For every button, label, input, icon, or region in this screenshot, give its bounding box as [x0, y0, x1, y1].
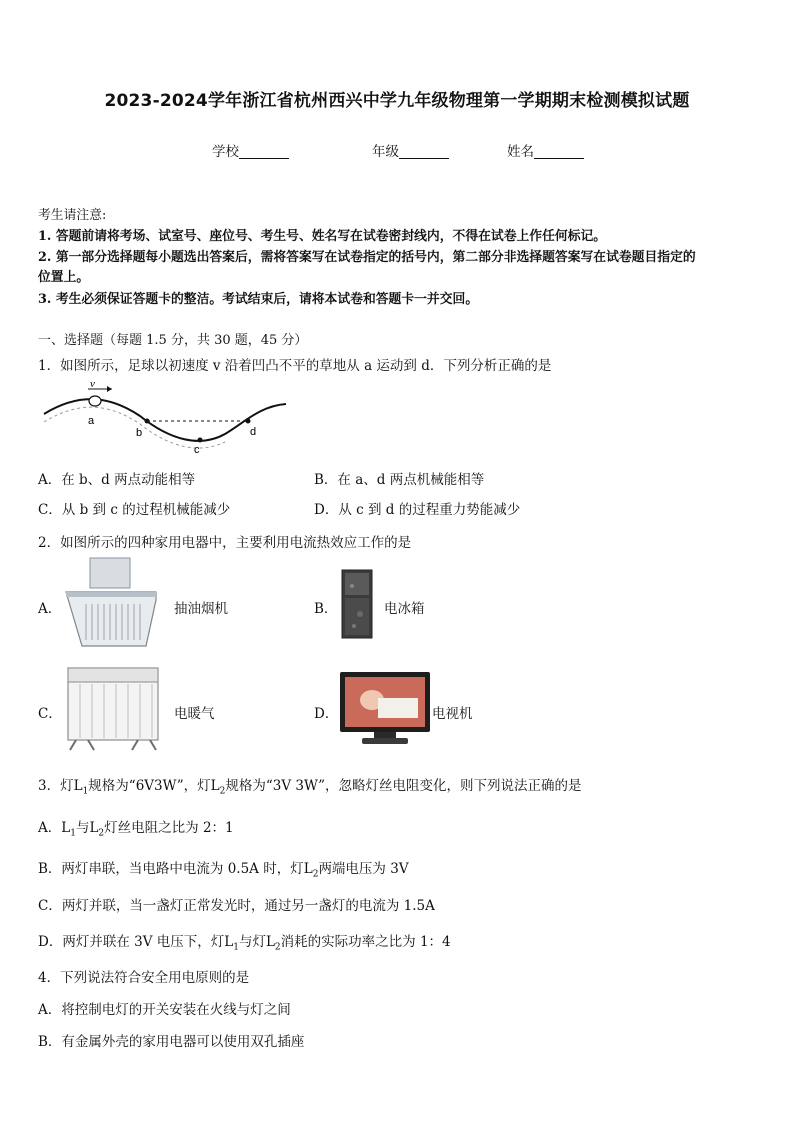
q2-option-a-letter[interactable]: A．: [38, 601, 62, 617]
q2-option-c-letter[interactable]: C．: [38, 706, 62, 722]
option-text: 与灯: [238, 934, 266, 950]
q2-option-a-text[interactable]: 抽油烟机: [174, 601, 228, 617]
q2-option-d-text[interactable]: 电视机: [432, 706, 473, 722]
q3-stem-part1: 3．灯: [38, 778, 74, 794]
subscript-2: 2: [98, 828, 105, 839]
subscript-2: 2: [219, 786, 226, 797]
option-text: B．两灯串联，当电路中电流为 0.5A 时，灯: [38, 861, 304, 877]
fridge-top-door: [345, 573, 369, 595]
hood-chimney: [90, 558, 130, 588]
refrigerator-image: [340, 568, 374, 640]
option-letter: A．: [38, 820, 62, 836]
notice-item-3: 3. 考生必须保证答题卡的整洁。考试结束后，请将本试卷和答题卡一并交回。: [38, 292, 479, 307]
q4-stem: 4．下列说法符合安全用电原则的是: [38, 970, 250, 986]
heater-legs: [70, 740, 156, 750]
electric-heater-image: [62, 662, 164, 752]
option-text: 与: [75, 820, 90, 836]
point-d: [246, 419, 251, 424]
q3-stem: [38, 774, 582, 797]
q3-option-a[interactable]: [38, 816, 234, 839]
q1-option-c[interactable]: C．从 b 到 c 的过程机械能减少: [38, 502, 231, 518]
school-blank[interactable]: [239, 144, 289, 159]
q3-option-b[interactable]: [38, 857, 409, 880]
subscript-1: 1: [82, 786, 89, 797]
lamp-symbol: L: [210, 778, 220, 794]
lamp-symbol: L: [224, 934, 234, 950]
q1-option-d[interactable]: D．从 c 到 d 的过程重力势能减少: [314, 502, 521, 518]
q2-stem: 2．如图所示的四种家用电器中，主要利用电流热效应工作的是: [38, 535, 412, 551]
notice-item-2: 2. 第一部分选择题每小题选出答案后，需将答案写在试卷指定的括号内，第二部分非选择题答案写在试卷题目指定的: [38, 250, 696, 265]
hood-panel: [66, 592, 156, 597]
heater-top-vent: [68, 668, 158, 682]
subscript-2: 2: [274, 942, 281, 953]
lamp-symbol: L: [303, 861, 313, 877]
notice-heading: 考生请注意:: [38, 208, 107, 223]
television-image: [338, 670, 432, 748]
lamp-symbol: L: [89, 820, 99, 836]
lamp-symbol: L: [265, 934, 275, 950]
option-text: 两端电压为 3V: [318, 861, 409, 877]
notice-item-2-cont: 位置上。: [38, 270, 90, 285]
grade-blank[interactable]: [399, 144, 449, 159]
label-d: d: [250, 426, 257, 438]
q1-stem: 1．如图所示，足球以初速度 v 沿着凹凸不平的草地从 a 运动到 d．下列分析正确的是: [38, 358, 552, 374]
option-text: D．两灯并联在 3V 电压下，灯: [38, 934, 225, 950]
label-v: v: [90, 378, 95, 390]
lamp-symbol: L: [73, 778, 83, 794]
q3-stem-part2: 规格为“6V3W”，灯: [88, 778, 211, 794]
name-field: [507, 140, 584, 160]
name-label: 姓名: [507, 144, 534, 160]
q2-option-b-text[interactable]: 电冰箱: [384, 601, 425, 617]
section-heading: 一、选择题（每题 1.5 分，共 30 题，45 分）: [38, 333, 308, 348]
tv-picture-pillow: [378, 698, 418, 718]
exam-title: 2023-2024学年浙江省杭州西兴中学九年级物理第一学期期末检测模拟试题: [104, 91, 690, 111]
grade-label: 年级: [372, 144, 399, 160]
football-icon: [89, 396, 101, 406]
q3-option-c[interactable]: C．两灯并联，当一盏灯正常发光时，通过另一盏灯的电流为 1.5A: [38, 898, 435, 914]
point-c: [198, 438, 203, 443]
option-text: 消耗的实际功率之比为 1：4: [280, 934, 451, 950]
q3-stem-part3: 规格为“3V 3W”，忽略灯丝电阻变化，则下列说法正确的是: [225, 778, 582, 794]
q1-terrain-figure: [40, 378, 290, 454]
option-text: 灯丝电阻之比为 2：1: [104, 820, 234, 836]
q4-option-a[interactable]: A．将控制电灯的开关安装在火线与灯之间: [38, 1002, 291, 1018]
range-hood-image: [62, 556, 162, 652]
notice-item-1: 1. 答题前请将考场、试室号、座位号、考生号、姓名写在试卷密封线内，不得在试卷上作任何标记。: [38, 229, 607, 244]
subscript-1: 1: [70, 828, 76, 839]
subscript-1: 1: [233, 942, 239, 953]
subscript-2: 2: [312, 869, 319, 880]
label-c: c: [194, 444, 200, 454]
tv-stand: [362, 738, 408, 744]
q1-option-a[interactable]: A．在 b、d 两点动能相等: [38, 472, 196, 488]
label-a: a: [88, 415, 95, 427]
lamp-symbol: L: [61, 820, 71, 836]
q2-option-c-text[interactable]: 电暖气: [174, 706, 215, 722]
q3-option-d[interactable]: [38, 930, 451, 953]
q4-option-b[interactable]: B．有金属外壳的家用电器可以使用双孔插座: [38, 1034, 305, 1050]
tv-neck: [374, 732, 396, 738]
grade-field: [372, 140, 449, 160]
q2-option-b-letter[interactable]: B．: [314, 601, 338, 617]
fridge-bottom-door: [345, 598, 369, 635]
school-label: 学校: [212, 144, 239, 160]
name-blank[interactable]: [534, 144, 584, 159]
label-b: b: [136, 427, 143, 439]
hood-body: [66, 592, 156, 646]
point-b: [145, 419, 150, 424]
q2-option-d-letter[interactable]: D．: [314, 706, 339, 722]
velocity-arrowhead: [107, 386, 112, 392]
q1-option-b[interactable]: B．在 a、d 两点机械能相等: [314, 472, 485, 488]
school-field: [212, 140, 289, 160]
